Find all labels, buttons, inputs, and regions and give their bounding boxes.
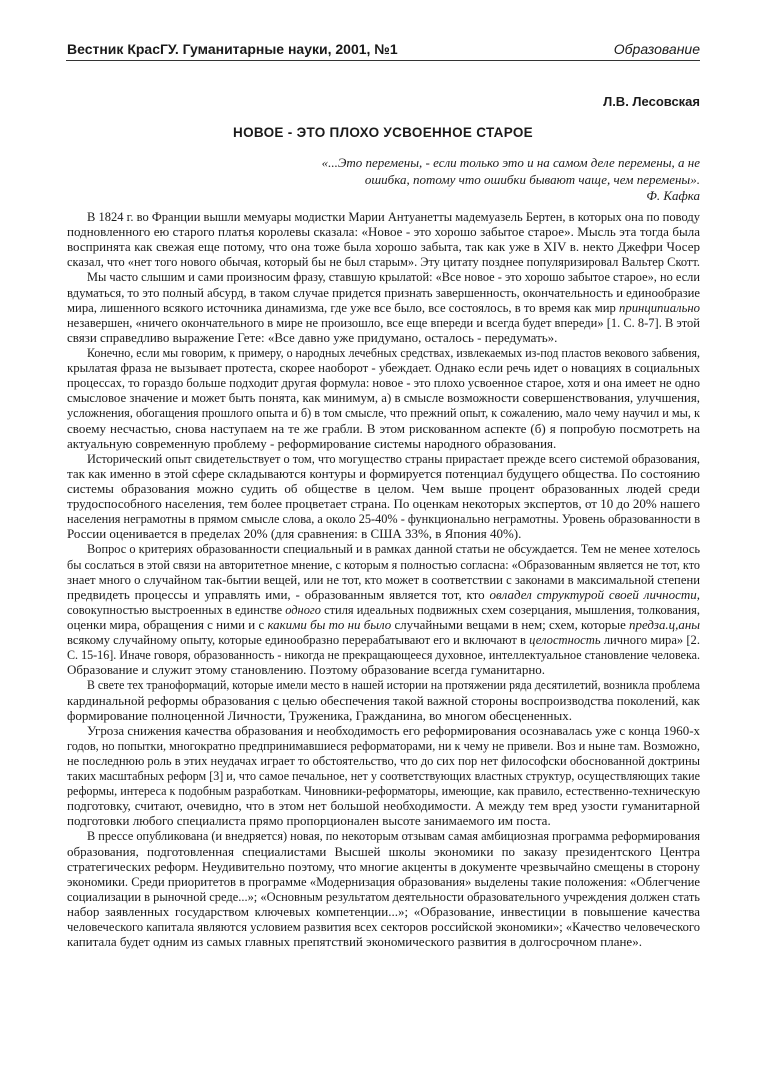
text-line: [67, 572, 700, 587]
text-line: [67, 526, 700, 541]
text-line: [67, 285, 700, 300]
text-line: [67, 209, 700, 224]
text-line: [67, 693, 700, 708]
text-line: [67, 375, 700, 390]
text-line: [67, 481, 700, 496]
text-segment: всякому случайному опыту, которые единообразно перерабатывают его и включают в: [67, 632, 530, 648]
text-segment: В прессе опубликована (и внедряется) новая, по некоторым отзывам самая амбициозная программа реформирования: [86, 828, 700, 844]
text-segment: экономики. Среди приоритетов в программе «Модернизация образования» выделены такие положения: «Облегчение: [67, 873, 700, 889]
text-segment: совокупностью выстроенных в единстве: [67, 601, 286, 617]
emphasis-text: целостность: [529, 632, 601, 648]
journal-title: Вестник КрасГУ. Гуманитарные науки, 2001, №1: [67, 41, 398, 57]
text-line: [67, 360, 700, 375]
text-segment: капитала будет одним из самых главных препятствий экономического развития в долгосрочном плане».: [67, 934, 642, 950]
text-line: [67, 466, 700, 481]
paragraph: [67, 828, 700, 949]
paragraph: [67, 723, 700, 829]
text-segment: своему несчастью, снова наступаем на те же грабли. В этом рискованном аспекте (б) я попробую посмотреть на: [67, 420, 700, 436]
text-line: [67, 405, 700, 420]
epigraph-attribution: Ф. Кафка: [646, 188, 700, 203]
text-segment: образования, подготовленная специалистами Высшей школы экономики по заказу президентского Центра: [67, 843, 700, 859]
text-segment: формирование полноценной Личности, Труженика, Гражданина, во многом обесцененных.: [67, 707, 573, 723]
text-segment: предвидеть процессы и управлять ими, - образованным является тот, кто: [67, 586, 490, 602]
text-segment: С. 15-16]. Иначе говоря, образованность - никогда не прекращающееся духовное, интеллектуальное становление человека.: [67, 647, 700, 663]
text-segment: набор заявленных государством ключевых компетенции...»; «Образование, инвестиции в повышение качества: [67, 904, 700, 920]
text-segment: случайными вещами в нем; схем, которые: [391, 616, 630, 632]
text-line: [67, 753, 700, 768]
paragraph: [67, 541, 700, 677]
text-line: [67, 632, 700, 647]
text-line: [67, 436, 700, 451]
text-line: [67, 889, 700, 904]
text-segment: стратегических реформ. Неудивительно поэтому, что многие акценты в документе чрезвычайно смещены в сторону: [67, 858, 700, 874]
text-segment: подновленного ею старого платья королевы сказала: «Новое - это хорошо забытое старое». Мысль эта тогда была: [67, 224, 700, 240]
text-segment: трудоспособного населения, тем более процветает страна. По оценкам некоторых экспертов, от 10 до 20% нашего: [67, 496, 700, 512]
text-segment: актуальную современную проблему - реформирование системы народного образования.: [67, 435, 557, 451]
text-line: [67, 587, 700, 602]
paragraph: [67, 209, 700, 269]
text-line: [67, 738, 700, 753]
running-header: [66, 41, 700, 61]
text-segment: населения неграмотны в прямом смысле слова, а около 25-40% - функционально неграмотны. Уровень образованности в: [67, 511, 700, 527]
text-line: [67, 602, 700, 617]
text-segment: знает много о случайном так-бытии вещей, или не тот, кто может в соответствии с законами в максимальной степени: [67, 571, 700, 587]
text-line: [67, 511, 700, 526]
paragraph: [67, 345, 700, 451]
text-line: [67, 269, 700, 284]
text-segment: годов, но попытки, многократно предпринимавшиеся реформаторами, ни к чему не привели. Воз и ныне там. Возможно,: [67, 737, 700, 753]
article-body: [67, 209, 700, 949]
text-segment: реформы, интереса к подобным разработкам. Чиновники-реформаторы, имеющие, как правило, естественно-техническую: [67, 783, 700, 799]
text-segment: кардинальной реформы образования с целью обеспечения такой важной стороны воспроизводства поколений, как: [67, 692, 700, 708]
text-segment: подготовки любого специалиста прямо пропорционален высоте занимаемого им поста.: [67, 813, 551, 829]
text-line: [67, 345, 700, 360]
text-line: [67, 557, 700, 572]
text-line: [67, 421, 700, 436]
author: Л.В. Лесовская: [603, 94, 700, 109]
text-segment: мира, лишенного всякого источника динамизма, где уже все было, все состоялось, в то время как мир: [67, 299, 620, 315]
text-segment: сказал, что «нет того нового обычая, который бы не был старым». Эту цитату позднее популяризировал Вальтер Скотт.: [67, 254, 700, 270]
text-line: [67, 451, 700, 466]
emphasis-text: овладел структурой своей личности,: [489, 586, 701, 602]
emphasis-text: принципиально: [619, 299, 700, 315]
text-line: [67, 798, 700, 813]
text-line: [67, 844, 700, 859]
text-segment: Образование и служит этому становлению. Поэтому образование всегда гуманитарно.: [67, 662, 546, 678]
text-line: [67, 723, 700, 738]
text-segment: усложнения, обогащения прошлого опыта и б) в том смысле, что прежний опыт, к сожалению, мало чему научил и мы, к: [67, 405, 700, 421]
text-segment: вдуматься, то это полный абсурд, в таком случае придется признать завершенность, окончательность и единообразие: [67, 284, 700, 300]
text-line: [67, 390, 700, 405]
text-line: [67, 859, 700, 874]
text-line: [67, 300, 700, 315]
text-segment: человеческого капитала являются условием развития всех секторов российской экономики»; «Качество человеческого: [67, 919, 700, 935]
text-line: [67, 708, 700, 723]
text-segment: Угроза снижения качества образования и необходимость его реформирования осознавалась уже с конца 1960-х: [86, 722, 700, 738]
text-segment: оценки мира, обращения с ними и с: [67, 616, 268, 632]
text-segment: незавершен, «ничего окончательного в мире не произошло, все еще впереди и всегда будет впереди» [1. С. 8-7]. В этой: [67, 314, 700, 330]
emphasis-text: какими бы то ни было: [267, 616, 392, 632]
paragraph: [67, 451, 700, 542]
text-segment: смысловое значение и может быть понята, как минимум, а) в смысле возможности совершенствования, улучшения,: [67, 390, 700, 406]
text-line: [67, 315, 700, 330]
text-segment: России оценивается в пределах 20% (для сравнения: в США 33%, в Япония 40%).: [67, 526, 522, 542]
text-line: [67, 874, 700, 889]
text-line: [67, 647, 700, 662]
paragraph: [67, 677, 700, 722]
section-name: Образование: [613, 41, 700, 57]
text-line: [67, 239, 700, 254]
text-segment: системы образования можно судить об обществе в целом. Чем выше процент образованных людей среди: [67, 480, 700, 496]
text-line: [67, 254, 700, 269]
text-segment: Исторический опыт свидетельствует о том, что могущество страны прирастает прежде всего системой образования,: [86, 450, 700, 466]
text-segment: процессах, то гораздо больше подходит другая формула: новое - это плохо усвоенное старое, хотя и она имеет не одно: [67, 375, 700, 391]
text-line: [67, 919, 700, 934]
epigraph: [322, 155, 700, 205]
article-title: НОВОЕ - ЭТО ПЛОХО УСВОЕННОЕ СТАРОЕ: [233, 125, 533, 140]
text-line: [67, 617, 700, 632]
text-line: [67, 677, 700, 692]
epigraph-line: ошибка, потому что ошибки бывают чаще, чем перемены».: [364, 171, 700, 187]
text-segment: подготовку, считают, очевидно, что в этом нет большой необходимости. А между тем вред узости гуманитарной: [67, 798, 700, 814]
text-segment: социализации в рыночной среде...»; «Основным результатом деятельности образовательного учреждения должен стать: [67, 888, 700, 904]
text-segment: Мы часто слышим и сами произносим фразу, ставшую крылатой: «Все новое - это хорошо забытое старое», но если: [86, 269, 700, 285]
epigraph-line: «...Это перемены, - если только это и на самом деле перемены, а не: [321, 155, 700, 170]
emphasis-text: предза.ц,аны: [629, 616, 700, 632]
text-segment: бы сослаться в этой связи на авторитетное мнение, с которым я полностью согласна: «Образованным является не тот, кто: [67, 556, 700, 572]
text-segment: таких масштабных реформ [3] и, что самое печальное, нет у соответствующих властных структур, осуществляющих такие: [67, 768, 700, 784]
text-segment: крылатая фраза не вызывает протеста, скорее наоборот - убеждает. Однако если речь идет о новациях в социальных: [67, 360, 700, 376]
text-line: [67, 904, 700, 919]
text-line: [67, 662, 700, 677]
text-line: [67, 934, 700, 949]
text-segment: В 1824 г. во Франции вышли мемуары модистки Марии Антуанетты мадемуазель Бертен, в которых она по поводу: [86, 209, 700, 224]
text-line: [67, 224, 700, 239]
text-segment: стиля идеальных подвижных схем созерцания, мышления, толкования,: [321, 601, 700, 617]
text-segment: личного мира» [2.: [600, 632, 700, 648]
text-segment: Конечно, если мы говорим, к примеру, о народных лечебных средствах, извлекаемых из-под пластов векового забвения,: [86, 344, 700, 360]
text-line: [67, 768, 700, 783]
text-line: [67, 828, 700, 843]
text-segment: связи справедливо выражение Гете: «Все давно уже придумано, осталось - передумать».: [67, 329, 558, 345]
emphasis-text: одного: [285, 601, 322, 617]
text-line: [67, 783, 700, 798]
text-line: [67, 330, 700, 345]
text-line: [67, 496, 700, 511]
text-segment: воспринята как свежая еще потому, что она тоже была хорошо забыта, так как уже в XIV в. некто Джефри Чосер: [67, 239, 700, 255]
paragraph: [67, 269, 700, 345]
text-line: [67, 541, 700, 556]
text-segment: Вопрос о критериях образованности специальный и в рамках данной статьи не обсуждается. Тем не менее хотелось: [86, 541, 700, 557]
text-segment: В свете тех траноформаций, которые имели место в нашей истории на протяжении ряда десятилетий, возникла проблема: [86, 677, 700, 693]
text-segment: так как именно в этой сфере складываются контуры и формируется потенциал будущего общества. По состоянию: [67, 465, 700, 481]
text-line: [67, 813, 700, 828]
text-segment: не последнюю роль в этих неудачах играет то обстоятельство, что до сих пор нет философски обоснованной доктрины: [67, 752, 700, 768]
